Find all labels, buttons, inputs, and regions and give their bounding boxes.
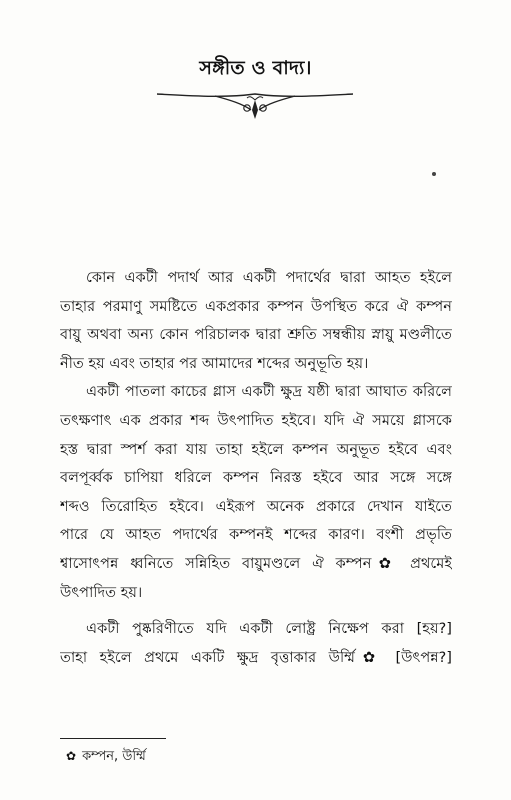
text-line: তাহা হইলে প্রথমে একটি ক্ষুদ্র বৃত্তাকার উর্ম্মি✿ [উৎপন্ন?] — [60, 648, 452, 666]
text-line: শ্বাসোৎপন্ন ধ্বনিতে সন্নিহিত বায়ুমণ্ডলে ঐ কম্পন✿ প্রথমেই — [60, 554, 452, 572]
body-text — [60, 264, 452, 672]
text-line: কোন একটী পদার্থ আর একটী পদার্থের দ্বারা আহত হইলে — [86, 269, 452, 286]
text-line: উৎপাদিত হয়। — [60, 583, 143, 601]
text-line: বলপূর্ব্বক চাপিয়া ধরিলে কম্পন নিরস্ত হইবে আর সঙ্গে সঙ্গে — [60, 469, 452, 487]
text-line: নীত হয় এবং তাহার পর আমাদের শব্দের অনুভূতি হয়। — [60, 354, 369, 372]
footnote-marker-icon: ✿ — [66, 749, 77, 763]
text-line: হস্ত দ্বারা স্পর্শ করা যায় তাহা হইলে কম্পন অনুভূত হইবে এবং — [60, 440, 452, 458]
decorative-flourish-icon — [155, 86, 355, 122]
print-speck — [432, 172, 436, 176]
footnote — [66, 747, 146, 768]
text-line: তাহার পরমাণু সমষ্টিতে একপ্রকার কম্পন উপস্থিত করে ঐ কম্পন — [60, 297, 452, 315]
text-line: একটী পুষ্করিণীতে যদি একটী লোষ্ট্র নিক্ষেপ করা [হয়?] — [86, 620, 452, 638]
text-line: শব্দও তিরোহিত হইবে। এইরূপ অনেক প্রকারে দেখান যাইতে — [60, 497, 452, 515]
paragraph-gap — [60, 607, 452, 615]
text-line: বায়ু অথবা অন্য কোন পরিচালক দ্বারা শ্রুতি সম্বন্ধীয় স্নায়ু মণ্ডলীতে — [60, 326, 452, 344]
footnote-text: কম্পন, উর্ম্মি — [82, 749, 146, 764]
text-line: তৎক্ষণাৎ এক প্রকার শব্দ উৎপাদিত হইবে। যদি ঐ সময়ে গ্লাসকে — [60, 411, 452, 429]
text-line: পারে যে আহত পদার্থের কম্পনই শব্দের কারণ। বংশী প্রভৃতি — [60, 526, 452, 544]
footnote-divider — [60, 738, 166, 739]
text-line: একটী পাতলা কাচের গ্লাস একটী ক্ষুদ্র যষ্ঠী দ্বারা আঘাত করিলে — [86, 383, 452, 401]
page-title: সঙ্গীত ও বাদ্য। — [199, 57, 312, 79]
